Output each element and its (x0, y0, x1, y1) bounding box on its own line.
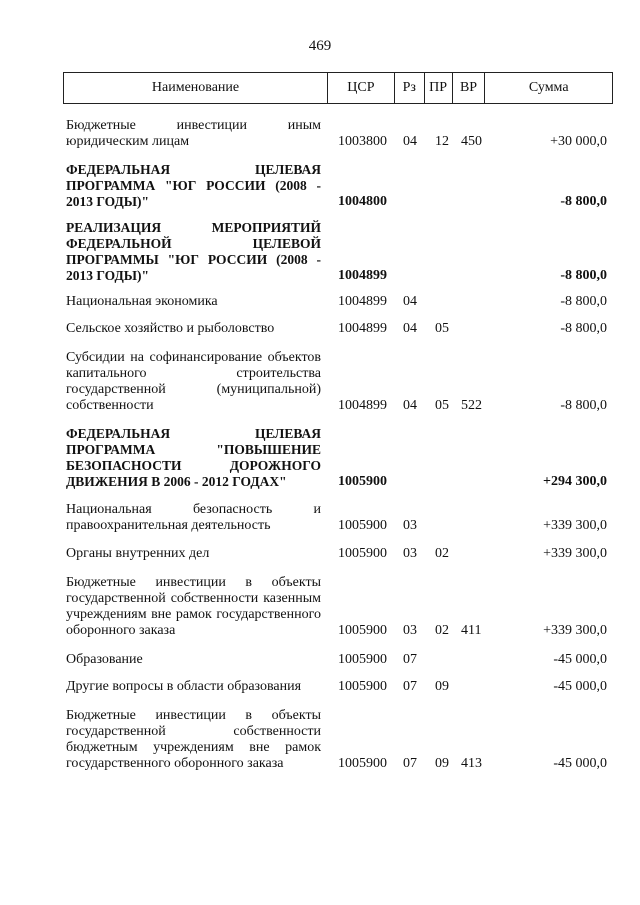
row-csr: 1004899 (338, 294, 387, 309)
row-sum: +339 300,0 (543, 623, 607, 638)
row-rz: 03 (403, 518, 417, 533)
table-row (63, 294, 613, 310)
row-csr: 1005900 (338, 474, 387, 489)
header-vr: ВР (453, 73, 486, 103)
row-sum: -45 000,0 (553, 652, 607, 667)
row-pr: 05 (435, 398, 449, 413)
row-name: ФЕДЕРАЛЬНАЯ ЦЕЛЕВАЯ ПРОГРАММА "ЮГ РОССИИ (2008 - 2013 ГОДЫ)" (66, 162, 321, 209)
row-pr: 09 (435, 756, 449, 771)
row-rz: 07 (403, 756, 417, 771)
row-name: Национальная безопасность и правоохранительная деятельность (66, 502, 321, 533)
table-row (63, 162, 613, 210)
row-name: Субсидии на софинансирование объектов капитального строительства государственной (муниципальной) собственности (66, 350, 321, 413)
row-sum: -45 000,0 (553, 756, 607, 771)
row-rz: 07 (403, 679, 417, 694)
table-row (63, 708, 613, 772)
row-csr: 1005900 (338, 756, 387, 771)
row-name: Другие вопросы в области образования (66, 679, 302, 694)
row-name: Бюджетные инвестиции в объекты государственной собственности бюджетным учреждениям вне рамок государственного оборонного заказа (66, 708, 321, 771)
row-csr: 1003800 (338, 134, 387, 149)
row-csr: 1005900 (338, 518, 387, 533)
row-csr: 1005900 (338, 623, 387, 638)
row-pr: 09 (435, 679, 449, 694)
row-sum: +30 000,0 (550, 134, 607, 149)
row-name: Сельское хозяйство и рыболовство (66, 321, 275, 336)
table-row (63, 652, 613, 668)
table-row (63, 118, 613, 150)
table-row (63, 679, 613, 695)
table-row (63, 502, 613, 534)
row-sum: -8 800,0 (560, 294, 607, 309)
row-rz: 03 (403, 546, 417, 561)
table-row (63, 426, 613, 490)
row-name: Образование (66, 652, 143, 667)
table-row (63, 546, 613, 562)
row-vr: 411 (461, 623, 482, 638)
row-name: РЕАЛИЗАЦИЯ МЕРОПРИЯТИЙ ФЕДЕРАЛЬНОЙ ЦЕЛЕВОЙ ПРОГРАММЫ "ЮГ РОССИИ (2008 - 2013 ГОДЫ)" (66, 220, 321, 283)
row-csr: 1005900 (338, 679, 387, 694)
row-vr: 413 (461, 756, 482, 771)
row-name: ФЕДЕРАЛЬНАЯ ЦЕЛЕВАЯ ПРОГРАММА "ПОВЫШЕНИЕ БЕЗОПАСНОСТИ ДОРОЖНОГО ДВИЖЕНИЯ В 2006 - 2012 ГОДАХ" (66, 426, 321, 489)
header-rz: Рз (395, 73, 425, 103)
row-sum: -8 800,0 (560, 194, 607, 209)
row-rz: 04 (403, 321, 417, 336)
header-pr: ПР (425, 73, 453, 103)
table-row (63, 350, 613, 414)
header-name: Наименование (64, 73, 328, 103)
row-pr: 05 (435, 321, 449, 336)
row-vr: 522 (461, 398, 482, 413)
row-csr: 1004800 (338, 194, 387, 209)
row-pr: 12 (435, 134, 449, 149)
table-row (63, 321, 613, 337)
row-rz: 04 (403, 398, 417, 413)
row-sum: +339 300,0 (543, 518, 607, 533)
row-csr: 1004899 (338, 398, 387, 413)
table-row (63, 220, 613, 284)
row-name: Национальная экономика (66, 294, 218, 309)
row-rz: 07 (403, 652, 417, 667)
row-csr: 1004899 (338, 321, 387, 336)
row-rz: 03 (403, 623, 417, 638)
row-pr: 02 (435, 623, 449, 638)
row-name: Бюджетные инвестиции иным юридическим лицам (66, 118, 321, 149)
header-csr: ЦСР (328, 73, 395, 103)
page-number: 469 (308, 38, 332, 54)
row-csr: 1005900 (338, 652, 387, 667)
table-header (63, 72, 613, 104)
row-csr: 1004899 (338, 268, 387, 283)
row-pr: 02 (435, 546, 449, 561)
row-sum: -8 800,0 (560, 321, 607, 336)
row-rz: 04 (403, 294, 417, 309)
header-sum: Сумма (528, 80, 569, 95)
row-sum: +339 300,0 (543, 546, 607, 561)
table-row (63, 575, 613, 639)
row-csr: 1005900 (338, 546, 387, 561)
row-vr: 450 (461, 134, 482, 149)
row-sum: -45 000,0 (553, 679, 607, 694)
row-sum: -8 800,0 (560, 268, 607, 283)
row-sum: -8 800,0 (560, 398, 607, 413)
row-name: Органы внутренних дел (66, 546, 210, 561)
row-name: Бюджетные инвестиции в объекты государственной собственности казенным учреждениям вне рамок государственного оборонного заказа (66, 575, 321, 638)
row-rz: 04 (403, 134, 417, 149)
row-sum: +294 300,0 (543, 474, 607, 489)
